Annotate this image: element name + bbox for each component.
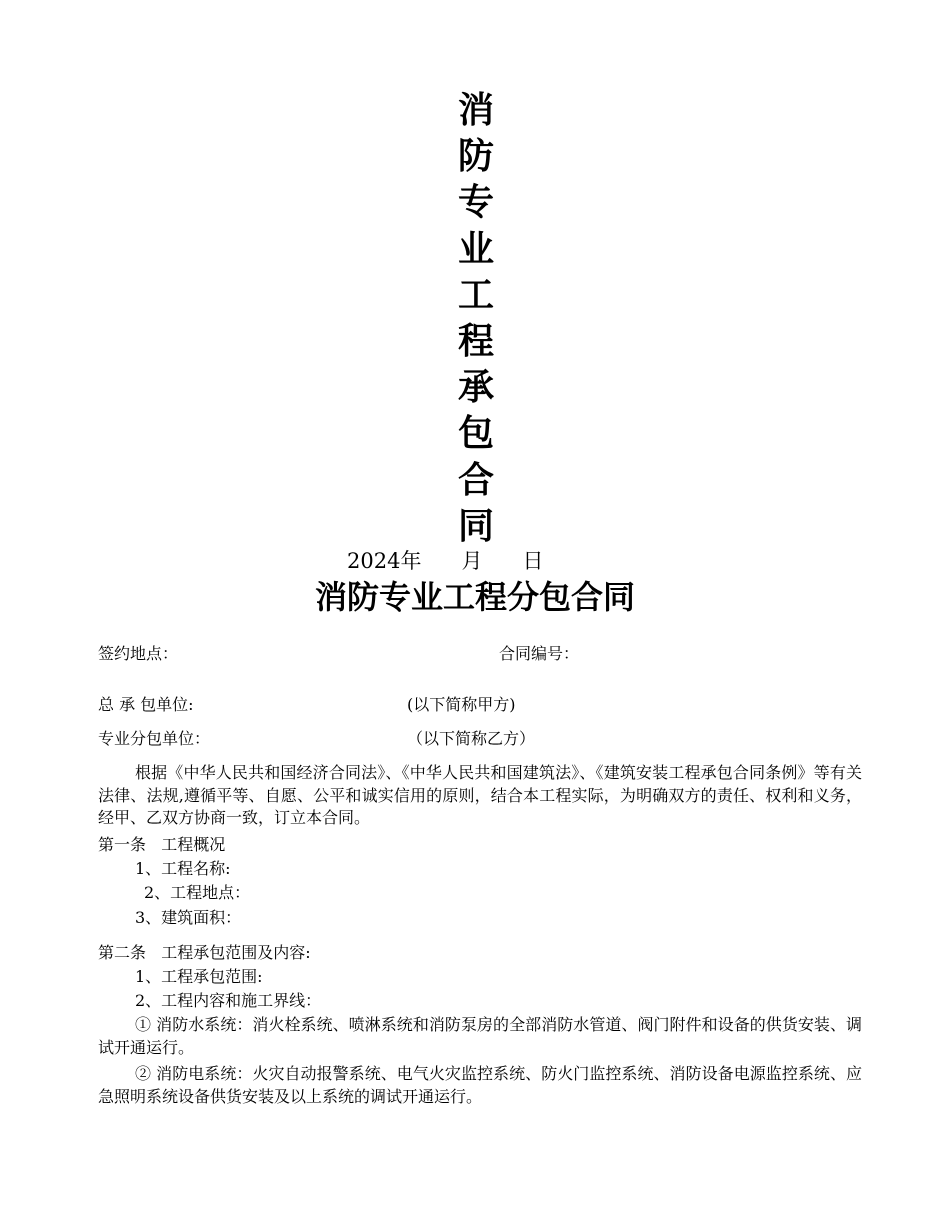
cover-title-char: 程 (457, 320, 494, 362)
party-a-note: (以下简称甲方) (407, 695, 516, 714)
cover-title-char: 包 (457, 413, 494, 455)
article-1-heading: 第一条 工程概况 (98, 835, 226, 854)
party-b-note: （以下简称乙方） (407, 729, 536, 748)
cover-title-char: 防 (457, 136, 494, 178)
cover-title-char: 合 (457, 459, 494, 501)
fire-electric-system-paragraph: ② 消防电系统：火灾自动报警系统、电气火灾监控系统、防火门监控系统、消防设备电源监控系统、应急照明系统设备供货安装及以上系统的调试开通运行。 (98, 1064, 862, 1106)
preamble-paragraph: 根据《中华人民共和国经济合同法》、《中华人民共和国建筑法》、《建筑安装工程承包合同条例》等有关法律、法规,遵循平等、自愿、公平和诚实信用的原则，结合本工程实际，为明确双方的责任、权利和义务，经甲、乙双方协商一致，订立本合同。 (98, 763, 862, 827)
article-2-item-scope: 1、工程承包范围: (135, 967, 263, 986)
cover-title-char: 工 (457, 274, 494, 316)
cover-title-char: 消 (457, 90, 494, 131)
cover-title-char: 承 (457, 367, 494, 409)
sign-place-label: 签约地点： (98, 644, 179, 663)
article-1-item-project-name: 1、工程名称: (135, 859, 231, 878)
article-1-item-building-area: 3、建筑面积： (135, 908, 242, 927)
article-1-item-project-location: 2、工程地点： (144, 883, 251, 902)
document-title: 消防专业工程分包合同 (314, 578, 635, 616)
article-2-item-content: 2、工程内容和施工界线： (135, 991, 322, 1010)
cover-title-char: 专 (457, 182, 494, 224)
fire-water-system-paragraph: ① 消防水系统：消火栓系统、喷淋系统和消防泵房的全部消防水管道、阀门附件和设备的供货安装、调试开通运行。 (98, 1015, 862, 1057)
cover-vertical-title (455, 88, 497, 550)
cover-date: 2024年 月 日 (347, 549, 544, 573)
party-b-label: 专业分包单位： (98, 729, 211, 748)
contract-number-label: 合同编号： (499, 644, 580, 663)
cover-title-char: 业 (457, 228, 494, 270)
party-a-label: 总 承 包单位: (98, 695, 194, 714)
article-2-heading: 第二条 工程承包范围及内容: (98, 943, 311, 962)
cover-title-char: 同 (457, 505, 494, 547)
